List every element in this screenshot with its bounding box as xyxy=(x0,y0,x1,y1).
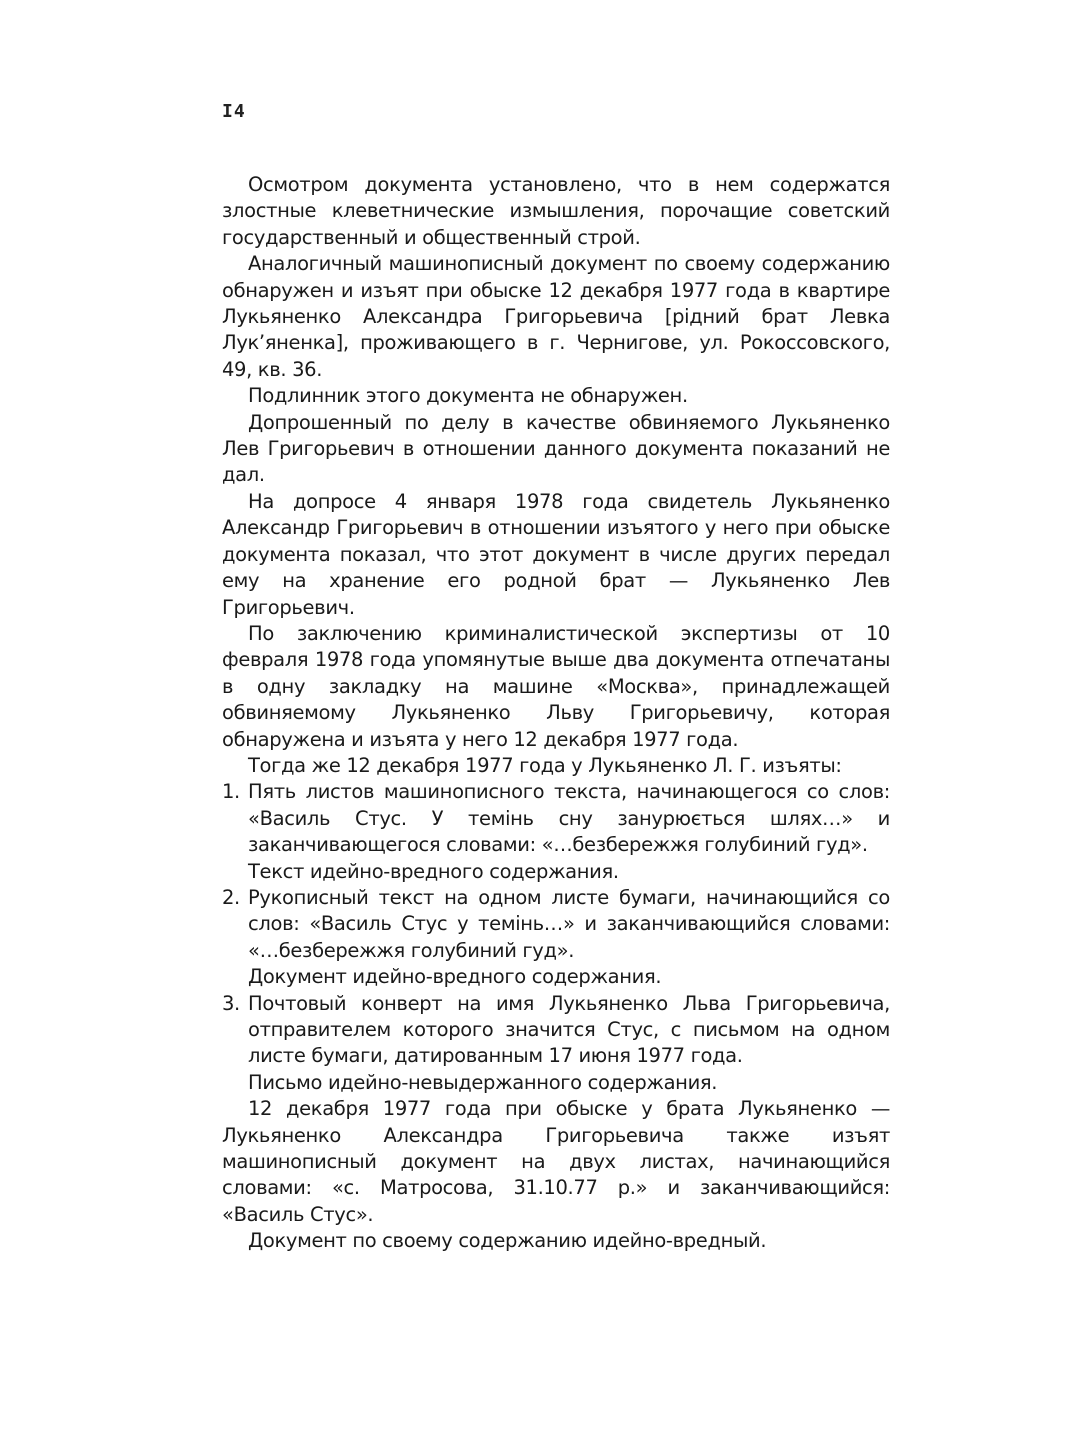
paragraph-inspection-result: Осмотром документа установлено, что в нем содержатся злостные клеветнические измышления, порочащие советский государственный и общественный строй. xyxy=(222,173,890,249)
paragraph-document-assessment: Документ по своему содержанию идейно-вредный. xyxy=(248,1229,767,1253)
list-item-text: Рукописный текст на одном листе бумаги, начинающийся со слов: «Василь Стус у темінь…» и заканчивающийся словами: «…безбережжя голубиний гуд». xyxy=(248,885,890,962)
list-item xyxy=(222,885,890,991)
document-body xyxy=(222,172,890,1255)
list-item xyxy=(222,991,890,1097)
paragraph-brother-search: 12 декабря 1977 года при обыске у брата Лукьяненко — Лукьяненко Александра Григорьевича также изъят машинописный документ на двух листах, начинающийся словами: «с. Матросова, 31.10.77 р.» и заканчивающийся: «Василь Стус». xyxy=(222,1097,890,1226)
list-item-number: 2. xyxy=(222,885,240,909)
paragraph-accused-testimony: Допрошенный по делу в качестве обвиняемого Лукьяненко Лев Григорьевич в отношении данного документа показаний не дал. xyxy=(222,410,890,487)
seized-items-list xyxy=(222,779,890,1096)
list-item-text: Почтовый конверт на имя Лукьяненко Льва Григорьевича, отправителем которого значится Стус, с письмом на одном листе бумаги, датированным 17 июня 1977 года. xyxy=(248,991,890,1068)
paragraph-seized-items-intro: Тогда же 12 декабря 1977 года у Лукьяненко Л. Г. изъяты: xyxy=(248,753,842,777)
paragraph-original-not-found: Подлинник этого документа не обнаружен. xyxy=(248,384,688,408)
paragraph-witness-testimony: На допросе 4 января 1978 года свидетель Лукьяненко Александр Григорьевич в отношении изъятого у него при обыске документа показал, что этот документ в числе других передал ему на хранение его родной брат — Лукьяненко Лев Григорьевич. xyxy=(222,489,890,619)
list-item-number: 1. xyxy=(222,780,240,804)
list-item xyxy=(222,779,890,885)
list-item-text: Пять листов машинописного текста, начинающегося со слов: «Василь Стус. У темінь сну занурюється шлях…» и заканчивающегося словами: «…безбережжя голубиний гуд». xyxy=(248,780,890,857)
list-item-note: Текст идейно-вредного содержания. xyxy=(248,859,619,883)
list-item-note: Документ идейно-вредного содержания. xyxy=(248,965,662,989)
list-item-number: 3. xyxy=(222,991,240,1015)
paragraph-similar-document: Аналогичный машинописный документ по своему содержанию обнаружен и изъят при обыске 12 декабря 1977 года в квартире Лукьяненко Александра Григорьевича [рідний брат Левка Лук’яненка], проживающего в г. Чернигове, ул. Рокоссовского, 49, кв. 36. xyxy=(222,252,890,381)
paragraph-forensic-examination: По заключению криминалистической экспертизы от 10 февраля 1978 года упомянутые выше два документа отпечатаны в одну закладку на машине «Москва», принадлежащей обвиняемому Лукьяненко Льву Григорьевичу, которая обнаружена и изъята у него 12 декабря 1977 года. xyxy=(222,621,890,751)
list-item-note: Письмо идейно-невыдержанного содержания. xyxy=(248,1070,718,1094)
page-number: I4 xyxy=(222,101,246,122)
